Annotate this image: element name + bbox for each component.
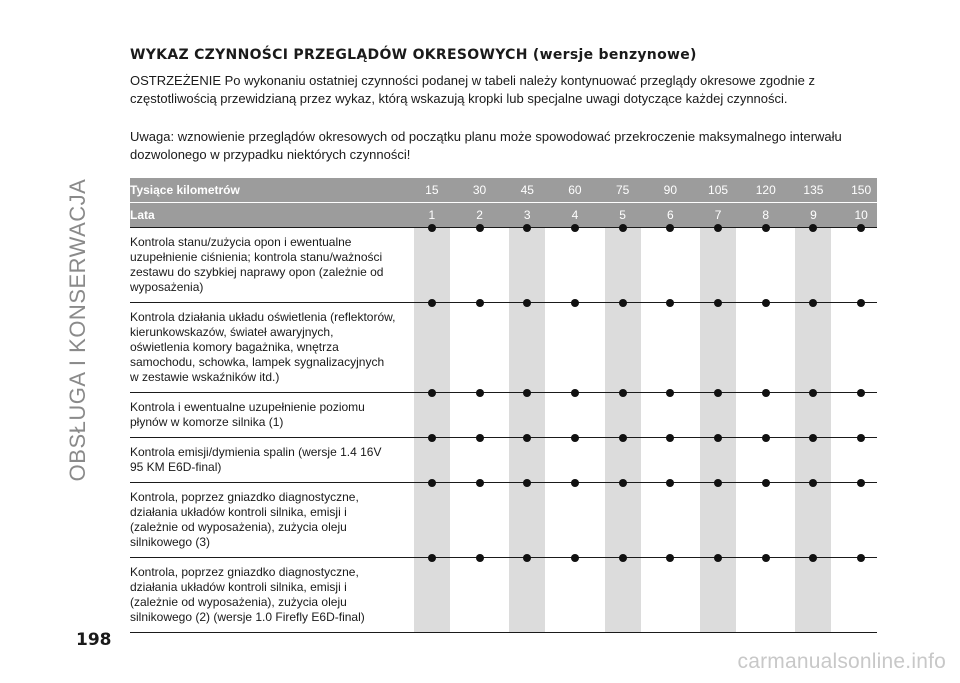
watermark: carmanualsonline.info	[737, 650, 946, 673]
row-description: Kontrola emisji/dymienia spalin (wersje 1.4 16V 95 KM E6D-final)	[130, 445, 382, 474]
km-header-label: Tysiące kilometrów	[130, 183, 240, 197]
schedule-dot	[476, 224, 484, 232]
schedule-dot	[857, 389, 865, 397]
km-header-cell: 15	[425, 183, 439, 197]
table-row	[130, 482, 877, 557]
schedule-dot	[571, 389, 579, 397]
schedule-dot	[809, 389, 817, 397]
schedule-dot	[809, 299, 817, 307]
schedule-dot	[619, 299, 627, 307]
schedule-dot	[476, 389, 484, 397]
table-row	[130, 392, 877, 437]
year-header-cell: 2	[476, 208, 483, 222]
year-header-cell: 8	[762, 208, 770, 222]
schedule-dot	[666, 224, 674, 232]
schedule-dot	[809, 224, 817, 232]
km-header-row	[130, 178, 877, 202]
schedule-dot	[714, 554, 722, 562]
schedule-dot	[571, 479, 579, 487]
schedule-dot	[762, 554, 770, 562]
schedule-dot	[809, 434, 817, 442]
warning-text: OSTRZEŻENIE Po wykonaniu ostatniej czynności podanej w tabeli należy kontynuować przeglądy okresowe zgodnie z częstotliwością przewidzianą przez wykaz, którą wskazują kropki lub specjalne uwagi dotyczące każdej czynności.	[130, 73, 816, 106]
schedule-dot	[714, 224, 722, 232]
year-header-cell: 10	[854, 208, 868, 222]
schedule-dot	[476, 299, 484, 307]
schedule-dot	[523, 479, 531, 487]
table-row	[130, 227, 877, 302]
schedule-dot	[619, 479, 627, 487]
year-header-cell: 7	[714, 208, 722, 222]
note-text: Uwaga: wznowienie przeglądów okresowych od początku planu może spowodować przekroczenie maksymalnego interwału dozwolonego w przypadku niektórych czynności!	[130, 129, 842, 162]
schedule-dot	[857, 479, 865, 487]
year-header-cell: 3	[523, 208, 531, 222]
table-row	[130, 437, 877, 482]
schedule-dot	[619, 554, 627, 562]
schedule-dot	[523, 224, 531, 232]
heading-main: WYKAZ CZYNNOŚCI PRZEGLĄDÓW OKRESOWYCH	[130, 47, 528, 63]
schedule-dot	[476, 479, 484, 487]
schedule-dot	[762, 479, 770, 487]
schedule-dot	[762, 389, 770, 397]
year-header-cell: 5	[619, 208, 626, 222]
km-header-cell: 75	[615, 183, 630, 197]
page-number: 198	[76, 630, 112, 650]
schedule-dot	[666, 389, 674, 397]
schedule-dot	[666, 434, 674, 442]
year-header-cell: 4	[571, 208, 579, 222]
schedule-dot	[857, 434, 865, 442]
row-description: Kontrola, poprzez gniazdko diagnostyczne, działania układów kontroli silnika, emisji i (zależnie od wyposażenia), zużycia oleju silnikowego (2) (wersje 1.0 Firefly E6D-final)	[130, 565, 365, 624]
km-header-cell: 45	[520, 183, 534, 197]
row-description: Kontrola stanu/zużycia opon i ewentualne uzupełnienie ciśnienia; kontrola stanu/ważności zestawu do szybkiej naprawy opon (zależnie od wyposażenia)	[130, 235, 384, 294]
schedule-dot	[762, 434, 770, 442]
km-header-cell: 90	[663, 183, 678, 197]
schedule-dot	[571, 224, 579, 232]
schedule-dot	[857, 554, 865, 562]
row-description: Kontrola, poprzez gniazdko diagnostyczne, działania układów kontroli silnika, emisji i (zależnie od wyposażenia), zużycia oleju silnikowego (3)	[130, 490, 359, 549]
schedule-dot	[619, 434, 627, 442]
schedule-dot	[714, 389, 722, 397]
table-row	[130, 557, 877, 633]
km-header-cell: 30	[472, 183, 487, 197]
schedule-dot	[428, 554, 436, 562]
schedule-dot	[714, 479, 722, 487]
maintenance-table	[130, 178, 877, 633]
schedule-dot	[428, 224, 436, 232]
row-description: Kontrola i ewentualne uzupełnienie poziomu płynów w komorze silnika (1)	[130, 400, 365, 429]
schedule-dot	[666, 554, 674, 562]
schedule-dot	[714, 434, 722, 442]
table-row	[130, 302, 877, 392]
schedule-dot	[523, 434, 531, 442]
year-header-cell: 6	[667, 208, 674, 222]
schedule-dot	[571, 299, 579, 307]
schedule-dot	[809, 479, 817, 487]
schedule-dot	[666, 479, 674, 487]
km-header-cell: 135	[803, 183, 824, 197]
schedule-dot	[428, 434, 436, 442]
schedule-dot	[523, 389, 531, 397]
year-header-cell: 9	[810, 208, 817, 222]
schedule-dot	[666, 299, 674, 307]
schedule-dot	[428, 299, 436, 307]
schedule-dot	[476, 434, 484, 442]
schedule-dot	[571, 554, 579, 562]
section-side-label: OBSŁUGA I KONSERWACJA	[65, 178, 90, 482]
schedule-dot	[809, 554, 817, 562]
schedule-dot	[523, 554, 531, 562]
schedule-dot	[857, 224, 865, 232]
schedule-dot	[523, 299, 531, 307]
schedule-dot	[857, 299, 865, 307]
km-header-cell: 120	[755, 183, 776, 197]
schedule-dot	[571, 434, 579, 442]
schedule-dot	[476, 554, 484, 562]
km-header-cell: 150	[851, 183, 872, 197]
schedule-dot	[714, 299, 722, 307]
year-header-cell: 1	[428, 208, 436, 222]
schedule-dot	[762, 299, 770, 307]
km-header-cell: 105	[708, 183, 729, 197]
schedule-dot	[428, 389, 436, 397]
km-header-cell: 60	[568, 183, 582, 197]
schedule-dot	[619, 224, 627, 232]
schedule-dot	[619, 389, 627, 397]
years-header-label: Lata	[130, 208, 155, 222]
schedule-dot	[762, 224, 770, 232]
page-heading	[130, 47, 697, 63]
row-description: Kontrola działania układu oświetlenia (reflektorów, kierunkowskazów, świateł awaryjnych, oświetlenia komory bagażnika, wnętrza samochodu, schowka, lampek sygnalizacyjnych w zestawie wskaźników itd.)	[130, 310, 396, 384]
schedule-dot	[428, 479, 436, 487]
heading-sub: (wersje benzynowe)	[532, 47, 697, 63]
